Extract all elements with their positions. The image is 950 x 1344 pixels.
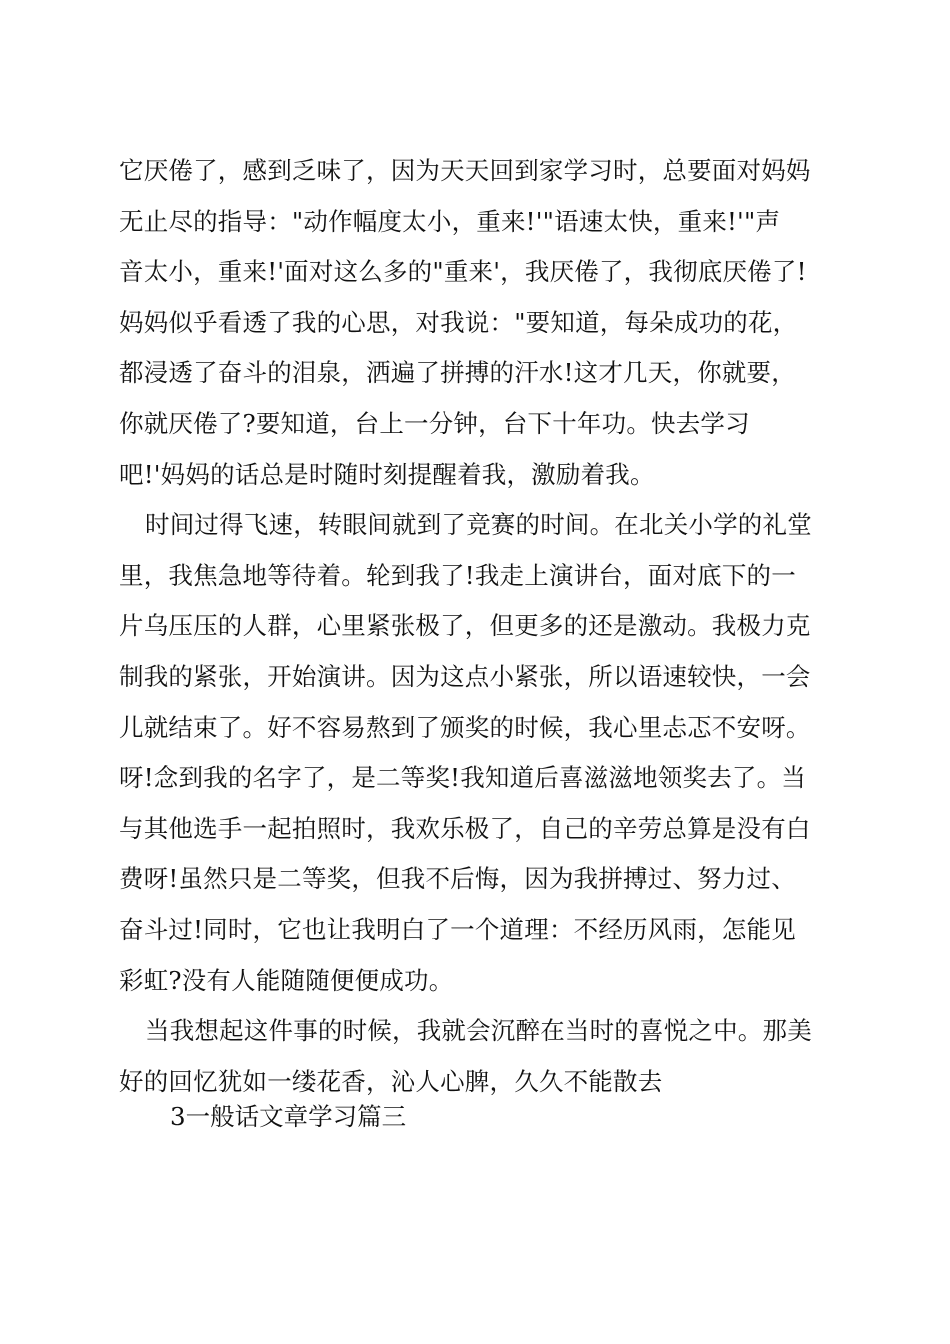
paragraph-start-line: 时间过得飞速，转眼间就到了竞赛的时间。在北关小学的礼堂 bbox=[145, 510, 812, 540]
text-line: 它厌倦了，感到乏味了，因为天天回到家学习时，总要面对妈妈 bbox=[119, 156, 811, 185]
text-line: 与其他选手一起拍照时，我欢乐极了，自己的辛劳总算是没有白 bbox=[119, 813, 811, 843]
text-line: 妈妈似乎看透了我的心思，对我说："要知道，每朵成功的花， bbox=[119, 307, 798, 337]
text-line: 呀!念到我的名字了，是二等奖!我知道后喜滋滋地领奖去了。当 bbox=[119, 763, 806, 793]
text-line: 音太小，重来!'面对这么多的"重来'，我厌倦了，我彻底厌倦了! bbox=[119, 257, 807, 287]
text-line: 无止尽的指导："动作幅度太小，重来!'"语速太快，重来!'"声 bbox=[119, 206, 781, 236]
section-heading: 3一般话文章学习篇三 bbox=[170, 1102, 407, 1131]
text-line: 奋斗过!同时，它也让我明白了一个道理：不经历风雨，怎能见 bbox=[119, 914, 796, 944]
body-text bbox=[119, 146, 859, 1107]
paragraph-start-line: 当我想起这件事的时候，我就会沉醉在当时的喜悦之中。那美 bbox=[145, 1016, 812, 1046]
text-line: 你就厌倦了?要知道，台上一分钟，台下十年功。快去学习 bbox=[119, 408, 750, 438]
text-line: 费呀!虽然只是二等奖，但我不后悔，因为我拼搏过、努力过、 bbox=[119, 864, 796, 894]
text-line: 儿就结束了。好不容易熬到了颁奖的时候，我心里忐忑不安呀。 bbox=[119, 712, 811, 742]
text-line: 好的回忆犹如一缕花香，沁人心脾，久久不能散去 bbox=[119, 1066, 663, 1096]
text-line: 都浸透了奋斗的泪泉，洒遍了拼搏的汗水!这才几天，你就要， bbox=[119, 358, 796, 388]
text-line: 里，我焦急地等待着。轮到我了!我走上演讲台，面对底下的一 bbox=[119, 560, 796, 590]
text-line: 吧!'妈妈的话总是时随时刻提醒着我，激励着我。 bbox=[119, 459, 655, 489]
text-line: 制我的紧张，开始演讲。因为这点小紧张，所以语速较快，一会 bbox=[119, 661, 811, 691]
text-line: 彩虹?没有人能随随便便成功。 bbox=[119, 965, 454, 995]
text-line: 片乌压压的人群，心里紧张极了，但更多的还是激动。我极力克 bbox=[119, 611, 811, 641]
